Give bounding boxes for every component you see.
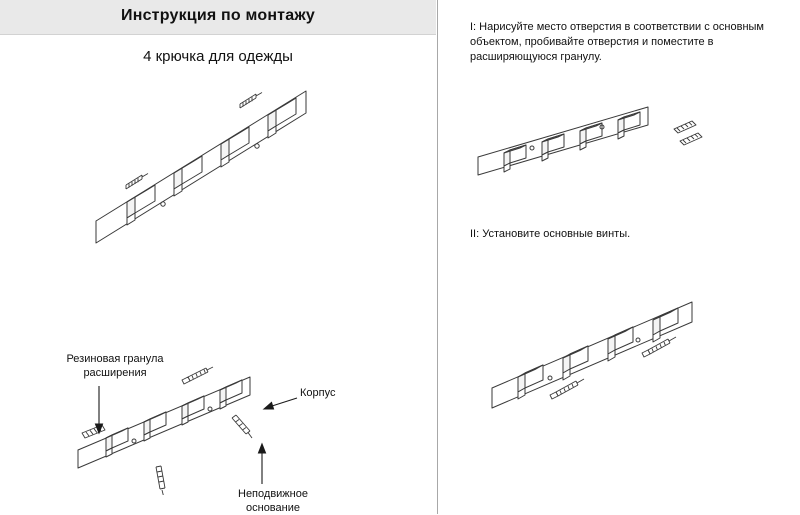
- callout-granule-label: Резиновая гранула расширения: [66, 353, 164, 379]
- figure-hook-rail-step1: [472, 95, 722, 195]
- callout-base-label: Неподвижное основание: [238, 488, 308, 514]
- step-1-text: I: Нарисуйте место отверстия в соответствии с основным объектом, пробивайте отверстия и поместите в расширяющуюся гранулу.: [470, 21, 764, 63]
- step-2-text: II: Установите основные винты.: [470, 228, 631, 240]
- callout-body-label: Корпус: [300, 387, 336, 399]
- page-subtitle: 4 крючка для одежды: [143, 48, 293, 65]
- page-title: Инструкция по монтажу: [121, 7, 315, 24]
- figure-hook-rail-main: [90, 80, 340, 260]
- column-divider: [437, 0, 438, 514]
- figure-hook-rail-step2: [480, 288, 740, 428]
